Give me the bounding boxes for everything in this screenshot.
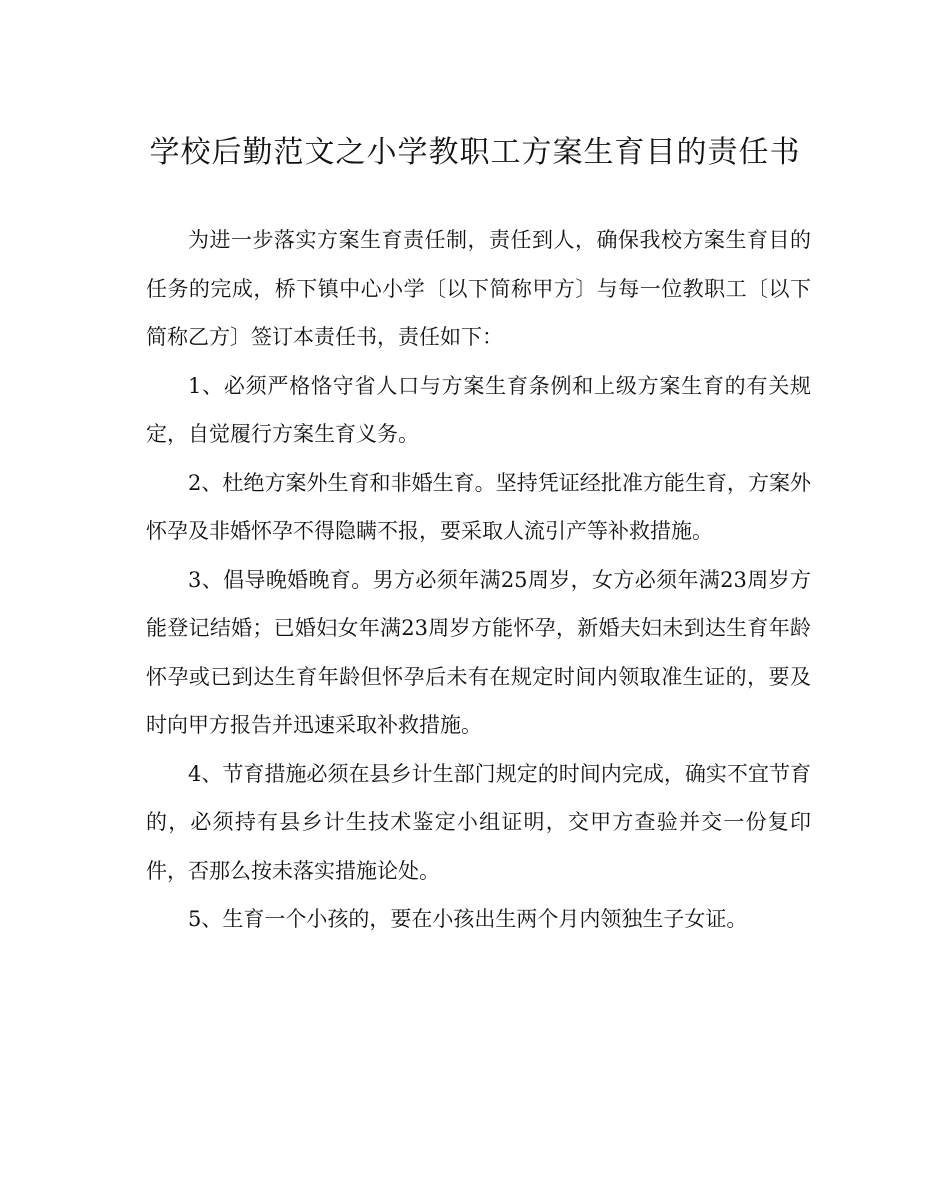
paragraph-item-4: 4、节育措施必须在县乡计生部门规定的时间内完成，确实不宜节育的，必须持有县乡计生技术鉴定小组证明，交甲方查验并交一份复印件，否那么按未落实措施论处。 [146, 761, 811, 883]
document-title: 学校后勤范文之小学教职工方案生育目的责任书 [149, 135, 801, 170]
document-body [146, 216, 811, 944]
paragraph-item-2: 2、杜绝方案外生育和非婚生育。坚持凭证经批准方能生育，方案外怀孕及非婚怀孕不得隐瞒不报，要采取人流引产等补救措施。 [146, 470, 811, 543]
paragraph-intro: 为进一步落实方案生育责任制，责任到人，确保我校方案生育目的任务的完成，桥下镇中心小学〔以下简称甲方〕与每一位教职工〔以下简称乙方〕签订本责任书，责任如下： [146, 228, 811, 349]
paragraph-item-1: 1、必须严格恪守省人口与方案生育条例和上级方案生育的有关规定，自觉履行方案生育义务。 [146, 373, 811, 446]
paragraph-item-5: 5、生育一个小孩的，要在小孩出生两个月内领独生子女证。 [188, 907, 748, 931]
paragraph-item-3: 3、倡导晚婚晚育。男方必须年满25周岁，女方必须年满23周岁方能登记结婚；已婚妇女年满23周岁方能怀孕，新婚夫妇未到达生育年龄怀孕或已到达生育年龄但怀孕后未有在规定时间内领取准生证的，要及时向甲方报告并迅速采取补救措施。 [146, 567, 811, 737]
